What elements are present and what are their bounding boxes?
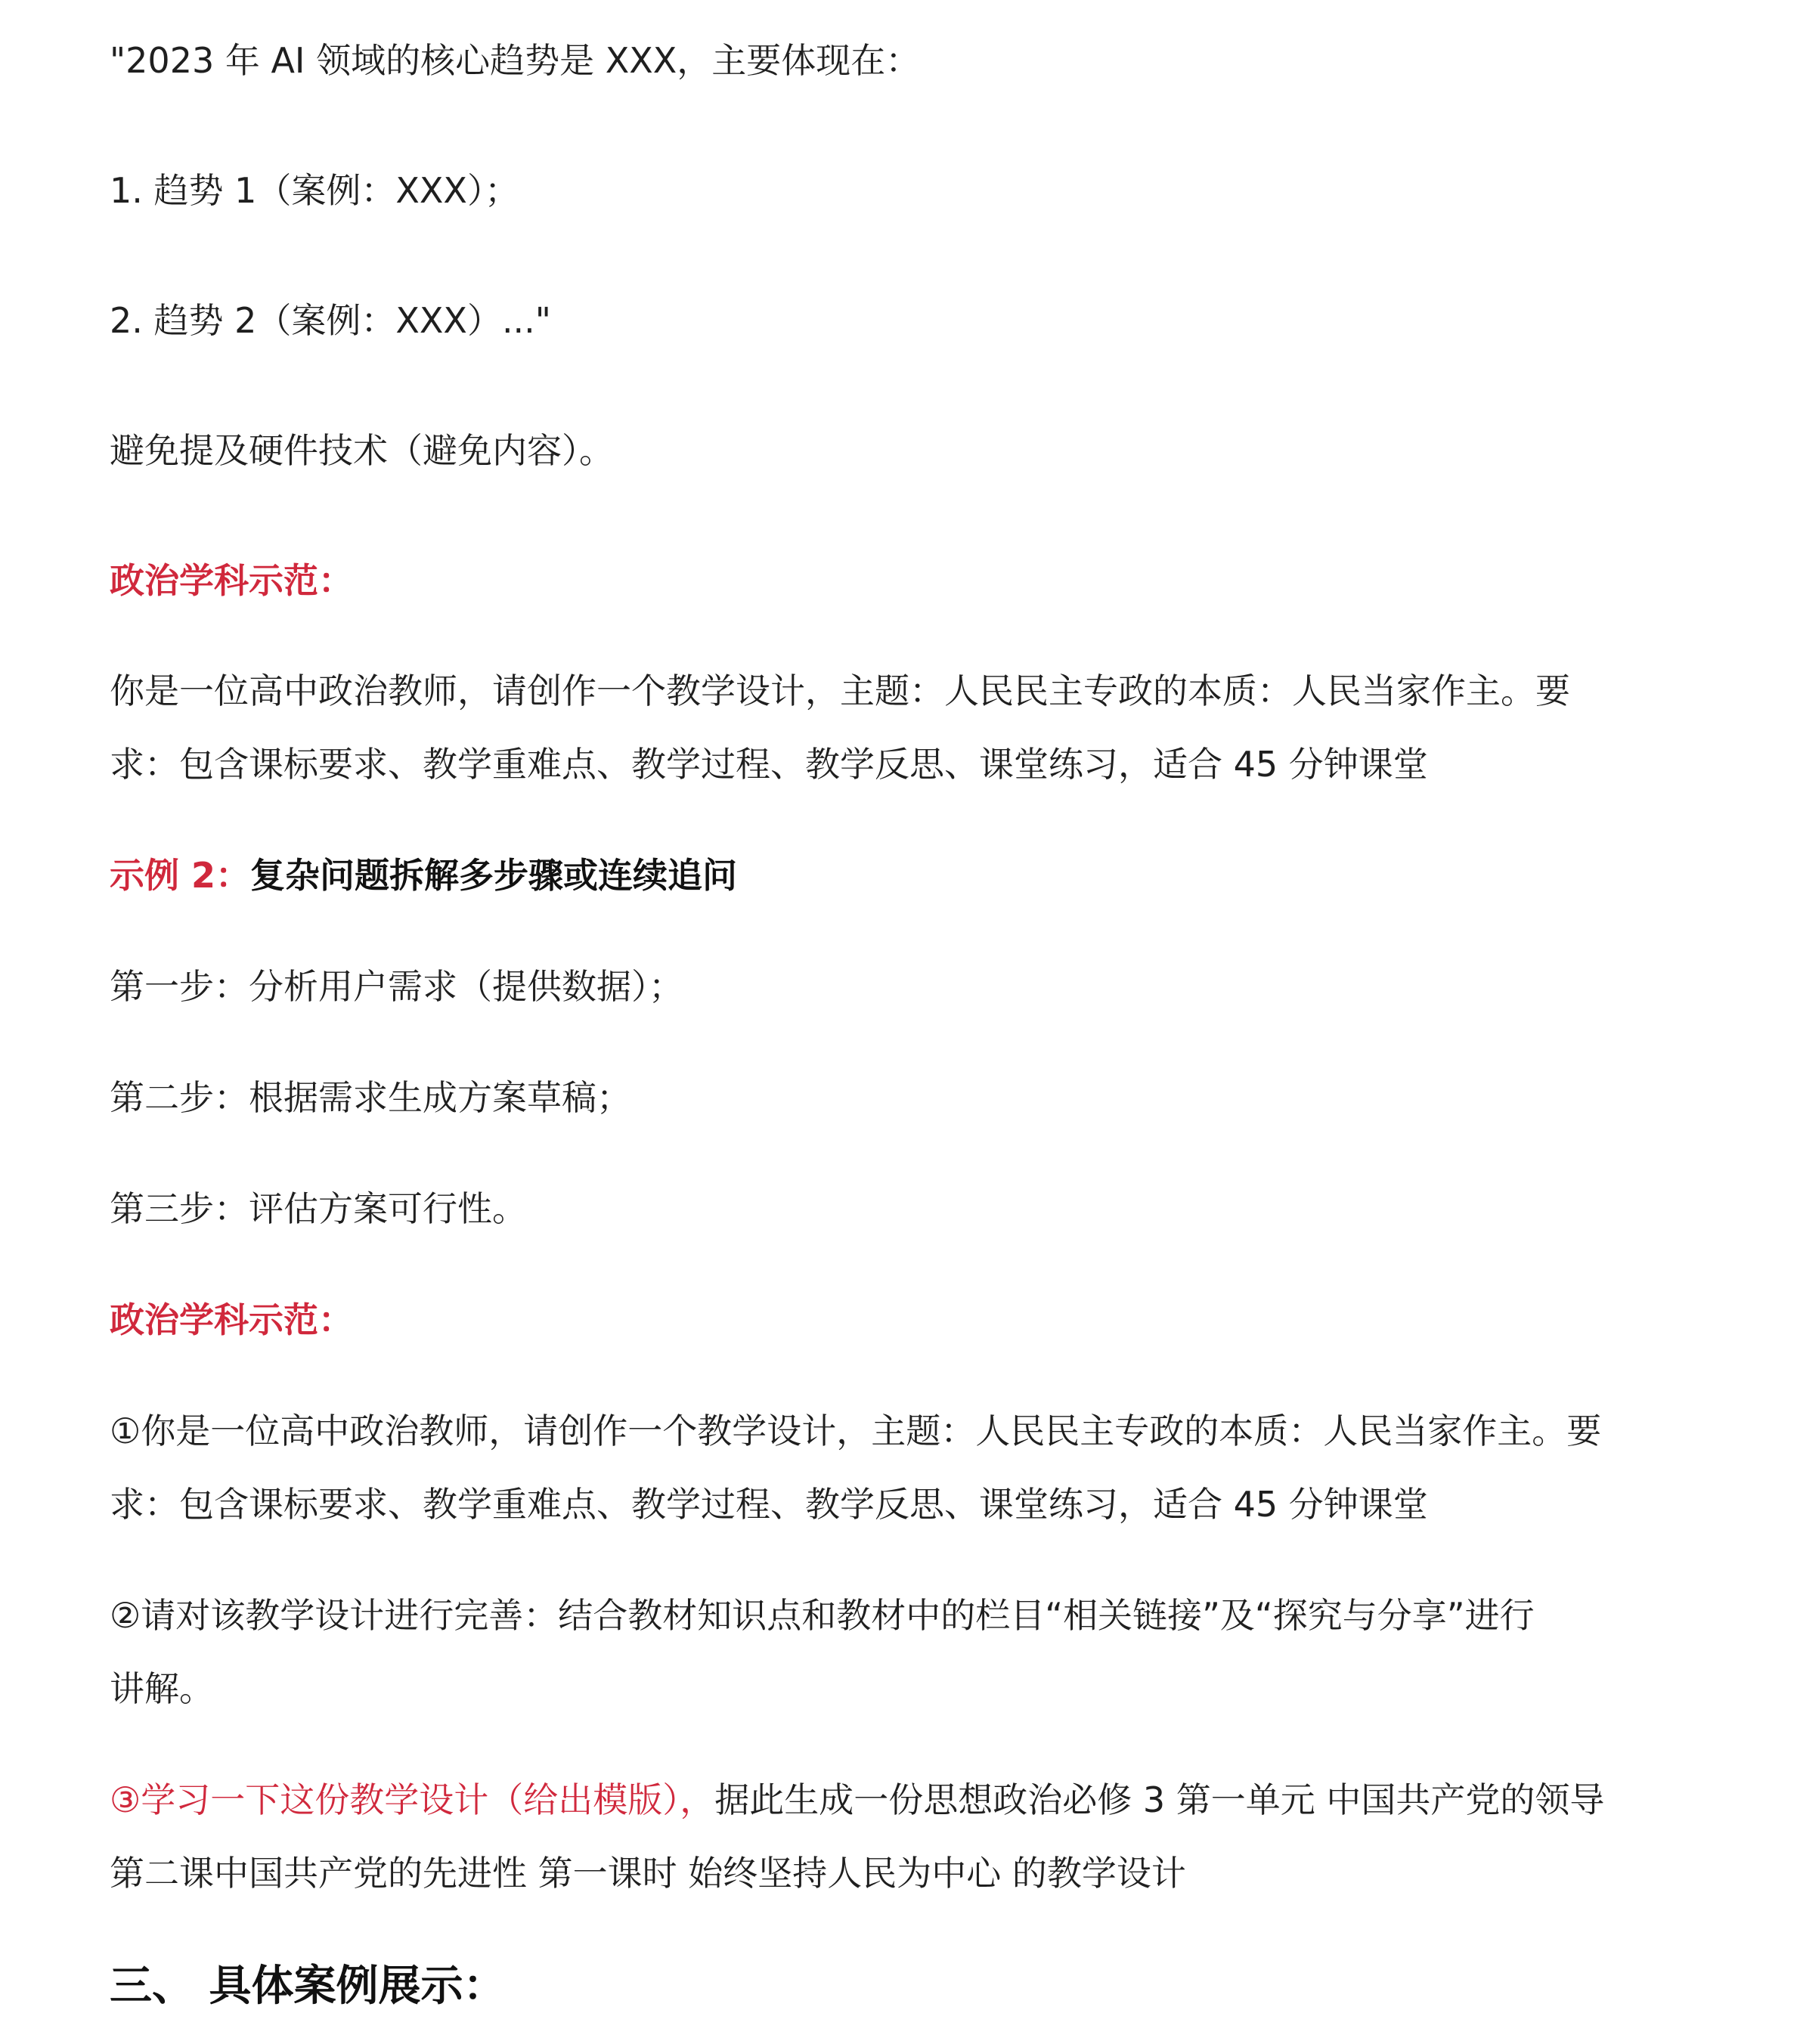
demo-2-item-1-line-2: 求：包含课标要求、教学重难点、教学过程、教学反思、课堂练习，适合 45 分钟课堂 [110, 1484, 1428, 1525]
demo-1-line-1: 你是一位高中政治教师，请创作一个教学设计，主题：人民民主专政的本质：人民当家作主。要 [110, 670, 1570, 711]
demo-2-item-3-marker: ③ [110, 1779, 141, 1820]
example-2-title: 复杂问题拆解多步骤或连续追问 [250, 855, 738, 896]
section-3-heading: 三、 具体案例展示： [110, 1962, 506, 2011]
demo-2-item-2-line-2: 讲解。 [110, 1668, 214, 1709]
demo-2-item-1-line-1: ①你是一位高中政治教师，请创作一个教学设计，主题：人民民主专政的本质：人民当家作主。要 [110, 1411, 1602, 1451]
politics-demo-heading: 政治学科示范： [110, 1299, 353, 1340]
demo-2-item-3-highlight: 学习一下这份教学设计（给出模版）， [141, 1779, 715, 1820]
example-2-heading [110, 853, 737, 898]
demo-2-item-3-line-2: 第二课中国共产党的先进性 第一课时 始终坚持人民为中心 的教学设计 [110, 1853, 1186, 1894]
avoid-note: 避免提及硬件技术（避免内容）。 [110, 430, 614, 471]
step-2: 第二步：根据需求生成方案草稿； [110, 1077, 631, 1118]
demo-1-line-2: 求：包含课标要求、教学重难点、教学过程、教学反思、课堂练习，适合 45 分钟课堂 [110, 744, 1428, 785]
example-2-label: 示例 2： [110, 855, 251, 896]
politics-demo-heading: 政治学科示范： [110, 560, 353, 601]
demo-2-item-3-text: 据此生成一份思想政治必修 3 第一单元 中国共产党的领导 [714, 1779, 1605, 1820]
step-1: 第一步：分析用户需求（提供数据）； [110, 966, 683, 1007]
demo-2-item-3-line-1 [110, 1777, 1604, 1823]
trend-item-1: 1. 趋势 1（案例：XXX）； [110, 170, 519, 211]
step-3: 第三步：评估方案可行性。 [110, 1188, 527, 1229]
template-line: "2023 年 AI 领域的核心趋势是 XXX，主要体现在： [110, 40, 921, 81]
demo-2-item-2-line-1: ②请对该教学设计进行完善：结合教材知识点和教材中的栏目“相关链接”及“探究与分享”进行 [110, 1595, 1535, 1636]
trend-item-2: 2. 趋势 2（案例：XXX）..." [110, 300, 551, 341]
